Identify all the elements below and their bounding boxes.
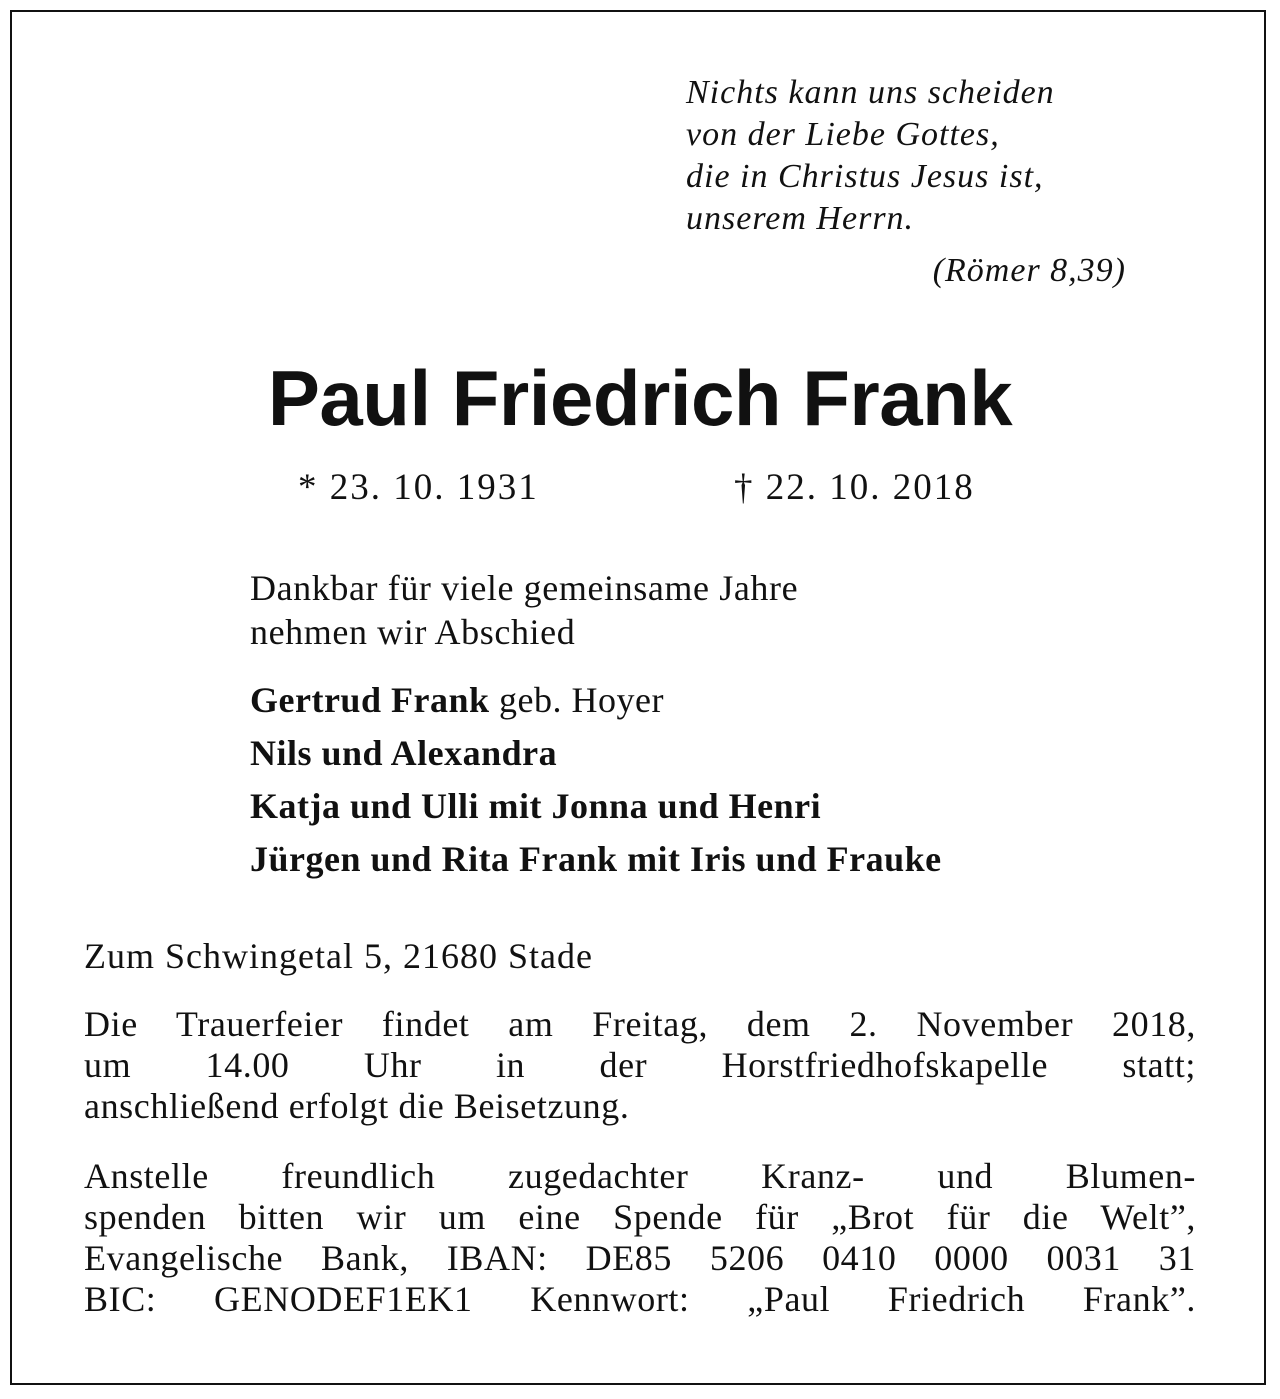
farewell-intro xyxy=(250,566,798,654)
donation-line: BIC: GENODEF1EK1 Kennwort: „Paul Friedrich Frank”. xyxy=(84,1279,1196,1319)
donation-notice xyxy=(84,1156,1196,1320)
verse-line: von der Liebe Gottes, xyxy=(686,116,1000,153)
verse-reference: (Römer 8,39) xyxy=(932,252,1126,289)
mourner-line: Katja und Ulli mit Jonna und Henri xyxy=(250,786,822,826)
verse-line: die in Christus Jesus ist, xyxy=(686,158,1044,195)
mourners-list xyxy=(250,674,942,886)
ceremony-notice xyxy=(84,1004,1196,1127)
mourner-line: Jürgen und Rita Frank mit Iris und Frauke xyxy=(250,839,942,879)
family-address: Zum Schwingetal 5, 21680 Stade xyxy=(84,936,593,976)
intro-line: nehmen wir Abschied xyxy=(250,612,576,652)
mourner-line: Nils und Alexandra xyxy=(250,733,558,773)
intro-line: Dankbar für viele gemeinsame Jahre xyxy=(250,568,799,608)
donation-line: spenden bitten wir um eine Spende für „Brot für die Welt”, xyxy=(84,1197,1196,1237)
donation-line: Evangelische Bank, IBAN: DE85 5206 0410 0000 0031 31 xyxy=(84,1238,1196,1278)
bible-verse xyxy=(686,72,1146,292)
birth-date: * 23. 10. 1931 xyxy=(298,467,539,508)
mourner-line xyxy=(250,674,942,727)
ceremony-line: Die Trauerfeier findet am Freitag, dem 2. November 2018, xyxy=(84,1004,1196,1044)
mourner-name: Gertrud Frank xyxy=(250,680,490,720)
verse-line: Nichts kann uns scheiden xyxy=(686,74,1055,111)
deceased-name: Paul Friedrich Frank xyxy=(267,354,1013,442)
death-date: † 22. 10. 2018 xyxy=(734,467,975,508)
verse-line: unserem Herrn. xyxy=(686,200,915,237)
mourner-maiden-name: geb. Hoyer xyxy=(489,680,664,720)
donation-line: Anstelle freundlich zugedachter Kranz- und Blumen- xyxy=(84,1156,1196,1196)
ceremony-line: um 14.00 Uhr in der Horstfriedhofskapelle statt; xyxy=(84,1045,1196,1085)
ceremony-line: anschließend erfolgt die Beisetzung. xyxy=(84,1086,630,1126)
